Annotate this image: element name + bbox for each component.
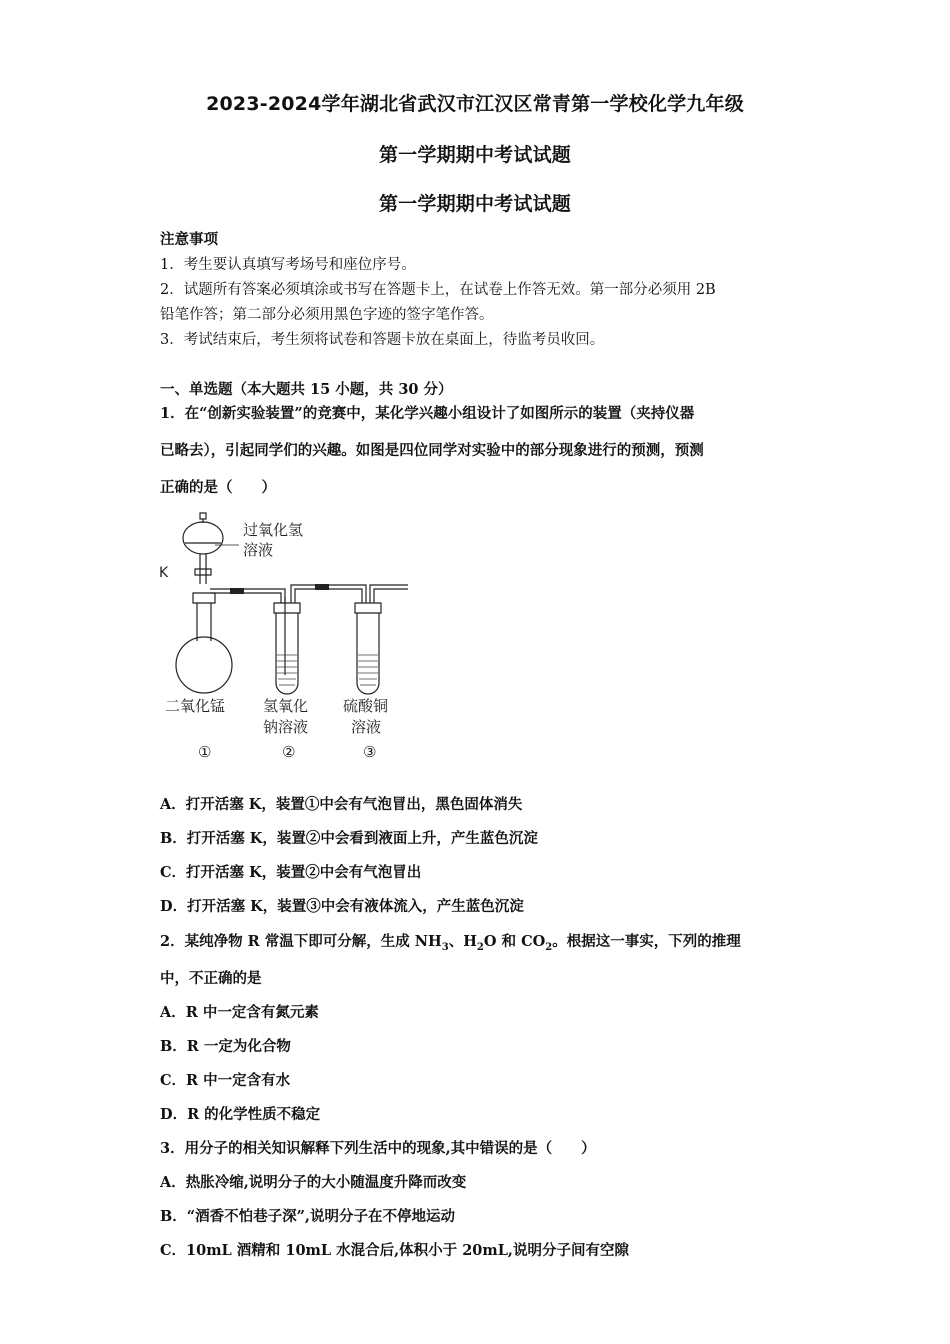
q1-apparatus-figure [155,505,415,770]
tube3-label: 硫酸铜 [343,697,389,715]
q1-stem-line: 正确的是（ ） [160,479,276,496]
round-bottom-flask [176,637,232,693]
q2-option-d: D．R 的化学性质不稳定 [160,1106,321,1123]
q3-option-c: C．10mL 酒精和 10mL 水混合后,体积小于 20mL,说明分子间有空隙 [160,1242,629,1259]
q2-stem-line: 中，不正确的是 [160,970,262,987]
notice-item: 3．考试结束后，考生须将试卷和答题卡放在桌面上，待监考员收回。 [160,332,605,348]
tube2-label: 钠溶液 [263,718,309,736]
notice-heading: 注意事项 [160,231,218,248]
funnel-stopper [200,513,206,519]
doc-title-line-2: 第一学期期中考试试题 [378,144,571,166]
funnel-label: 溶液 [243,541,274,559]
notice-item: 2．试题所有答案必须填涂或书写在答题卡上，在试卷上作答无效。第一部分必须用 2B [160,282,716,298]
q1-option-b: B．打开活塞 K，装置②中会看到液面上升，产生蓝色沉淀 [160,830,538,847]
q1-stem-line: 1．在“创新实验装置”的竞赛中，某化学兴趣小组设计了如图所示的装置（夹持仪器 [160,405,695,422]
q3-stem: 3．用分子的相关知识解释下列生活中的现象,其中错误的是（ ） [160,1140,596,1157]
tube2-label: 氢氧化 [263,697,309,715]
q1-option-d: D．打开活塞 K，装置③中会有液体流入，产生蓝色沉淀 [160,898,524,915]
separatory-funnel [183,522,223,554]
stopcock-k [195,569,211,575]
doc-title-line-3: 第一学期期中考试试题 [378,193,571,215]
q3-option-b: B．“酒香不怕巷子深”,说明分子在不停地运动 [160,1208,455,1225]
q2-option-a: A．R 中一定含有氮元素 [160,1004,319,1021]
doc-title-line-1: 2023-2024学年湖北省武汉市江汉区常青第一学校化学九年级 [206,93,744,115]
section-heading: 一、单选题（本大题共 15 小题，共 30 分） [160,381,453,398]
funnel-label: 过氧化氢 [243,521,304,539]
notice-item: 铅笔作答；第二部分必须用黑色字迹的签字笔作答。 [160,307,494,323]
q1-option-c: C．打开活塞 K，装置②中会有气泡冒出 [160,864,422,881]
tube3-label: 溶液 [351,718,382,736]
apparatus-number-3: ③ [363,743,377,761]
q2-option-c: C．R 中一定含有水 [160,1072,291,1089]
q1-stem-line: 已略去），引起同学们的兴趣。如图是四位同学对实验中的部分现象进行的预测，预测 [160,442,704,459]
test-tube-3 [357,613,379,694]
apparatus-number-1: ① [198,743,212,761]
test-tube-2 [276,613,298,694]
apparatus-number-2: ② [282,743,296,761]
q3-option-a: A．热胀冷缩,说明分子的大小随温度升降而改变 [160,1174,467,1191]
notice-item: 1．考生要认真填写考场号和座位序号。 [160,257,416,273]
q1-option-a: A．打开活塞 K，装置①中会有气泡冒出，黑色固体消失 [160,796,523,813]
q2-stem-line: 2．某纯净物 R 常温下即可分解，生成 $NH_3$、$H_2O$ 和 $CO_2$。根据这一事实，下列的推理 [160,933,741,953]
q2-option-b: B．R 一定为化合物 [160,1038,291,1055]
valve-label: K [159,565,169,581]
flask-label: 二氧化锰 [165,697,226,715]
